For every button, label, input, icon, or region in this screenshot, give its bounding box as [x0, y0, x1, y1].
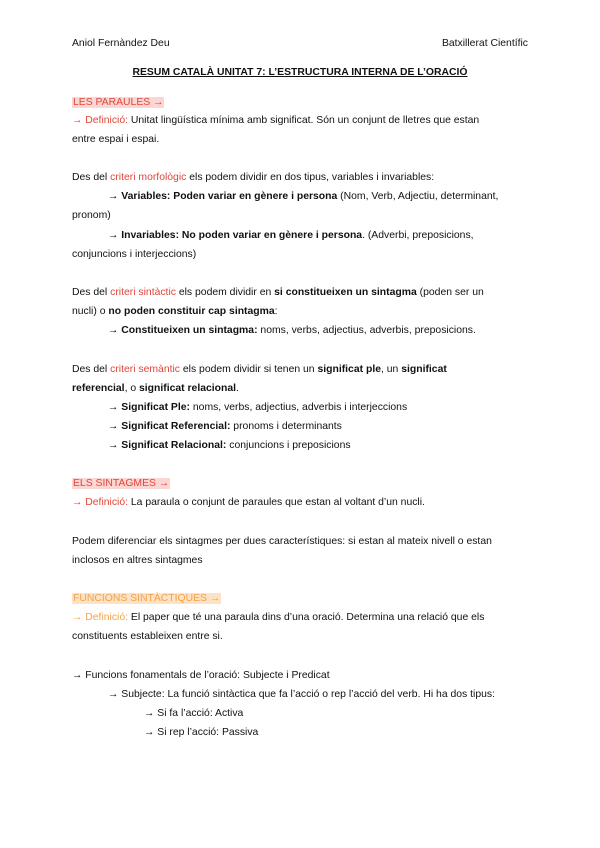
criteri-morfologic-line: [72, 171, 434, 185]
text: :: [274, 306, 278, 317]
sintagmes-paragraph-2: inclosos en altres sintagmes: [72, 555, 203, 566]
text: els podem dividir si tenen un: [180, 364, 318, 375]
bold-term: si constitueixen un sintagma: [274, 287, 417, 298]
heading-highlight: ELS SINTAGMES →: [73, 478, 170, 489]
arrow-icon: →: [108, 440, 122, 451]
text: Des del: [72, 364, 111, 375]
bold-term: Significat Ple:: [121, 402, 190, 413]
passiva-line: → Si rep l’acció: Passiva: [144, 727, 259, 738]
variables-line: [108, 190, 498, 204]
arrow-icon: →: [108, 230, 122, 241]
text: noms, verbs, adjectius, adverbis, preposicions.: [257, 325, 476, 336]
criteri-key: criteri sintàctic: [110, 287, 176, 298]
criteri-semantic-line2: [72, 382, 239, 396]
text: Des del: [72, 287, 111, 298]
significat-referencial-line: [108, 420, 342, 434]
definition-label: → Definició:: [72, 115, 129, 126]
text: , un: [380, 364, 402, 375]
text: conjuncions i preposicions: [226, 440, 351, 451]
definition-label: → Definició:: [72, 612, 129, 623]
significat-relacional-line: [108, 439, 351, 453]
heading-highlight: LES PARAULES →: [73, 97, 164, 108]
bold-term: Variables: Poden variar en gènere i persona: [121, 191, 338, 202]
text: els podem dividir en: [175, 287, 275, 298]
text: , o: [124, 383, 140, 394]
bold-term: Significat Referencial:: [121, 421, 231, 432]
bold-term: no poden constituir cap sintagma: [108, 306, 275, 317]
text: (poden ser un: [416, 287, 484, 298]
bold-term: Significat Relacional:: [121, 440, 227, 451]
bold-term: significat ple: [317, 364, 381, 375]
arrow-icon: →: [108, 402, 122, 413]
subjecte-line: → Subjecte: La funció sintàctica que fa l’acció o rep l’acció del verb. Hi ha dos tipus:: [108, 689, 495, 700]
criteri-semantic-line: [72, 363, 447, 377]
constitueixen-line: [108, 324, 476, 338]
section-heading-sintagmes: [72, 477, 170, 491]
bold-term: Invariables: No poden variar en gènere i persona: [121, 230, 363, 241]
arrow-icon: →: [108, 325, 122, 336]
funcions-fonamentals-line: → Funcions fonamentals de l’oració: Subjecte i Predicat: [72, 670, 330, 681]
page-title: RESUM CATALÀ UNITAT 7: L’ESTRUCTURA INTERNA DE L’ORACIÓ: [132, 67, 468, 78]
heading-highlight: FUNCIONS SINTÀCTIQUES →: [73, 593, 221, 604]
definition-text: Unitat lingüística mínima amb significat. Són un conjunt de lletres que estan: [128, 115, 480, 126]
bold-term: Constitueixen un sintagma:: [121, 325, 258, 336]
text: .: [236, 383, 239, 394]
section-heading-funcions: [72, 592, 221, 606]
funcions-definition: [72, 611, 484, 625]
criteri-sintactic-line2: [72, 305, 278, 319]
definition-label: → Definició:: [72, 497, 129, 508]
bold-term: referencial: [72, 383, 125, 394]
section-heading-paraules: [72, 96, 164, 110]
text: . (Adverbi, preposicions,: [362, 230, 474, 241]
funcions-definition-cont: constituents estableixen entre si.: [72, 631, 223, 642]
text: (Nom, Verb, Adjectiu, determinant,: [337, 191, 499, 202]
variables-line2: pronom): [72, 210, 111, 221]
invariables-line: [108, 229, 474, 243]
invariables-line2: conjuncions i interjeccions): [72, 249, 197, 260]
bold-term: significat relacional: [139, 383, 237, 394]
paraules-definition: [72, 114, 479, 128]
text: Des del: [72, 172, 111, 183]
arrow-icon: →: [108, 421, 122, 432]
header-author: Aniol Fernàndez Deu: [72, 38, 170, 49]
text: noms, verbs, adjectius, adverbis i interjeccions: [190, 402, 408, 413]
sintagmes-definition: [72, 496, 425, 510]
criteri-sintactic-line: [72, 286, 484, 300]
definition-text: El paper que té una paraula dins d’una oració. Determina una relació que els: [128, 612, 485, 623]
text: pronoms i determinants: [230, 421, 342, 432]
text: els podem dividir en dos tipus, variables i invariables:: [186, 172, 435, 183]
bold-term: significat: [401, 364, 447, 375]
criteri-key: criteri semàntic: [110, 364, 180, 375]
criteri-key: criteri morfològic: [110, 172, 187, 183]
arrow-icon: →: [108, 191, 122, 202]
significat-ple-line: [108, 401, 407, 415]
definition-text: La paraula o conjunt de paraules que estan al voltant d’un nucli.: [128, 497, 425, 508]
text: nucli) o: [72, 306, 109, 317]
sintagmes-paragraph-1: Podem diferenciar els sintagmes per dues característiques: si estan al mateix nivell o estan: [72, 536, 492, 547]
paraules-definition-cont: entre espai i espai.: [72, 134, 160, 145]
activa-line: → Si fa l’acció: Activa: [144, 708, 244, 719]
header-course: Batxillerat Científic: [441, 38, 528, 49]
